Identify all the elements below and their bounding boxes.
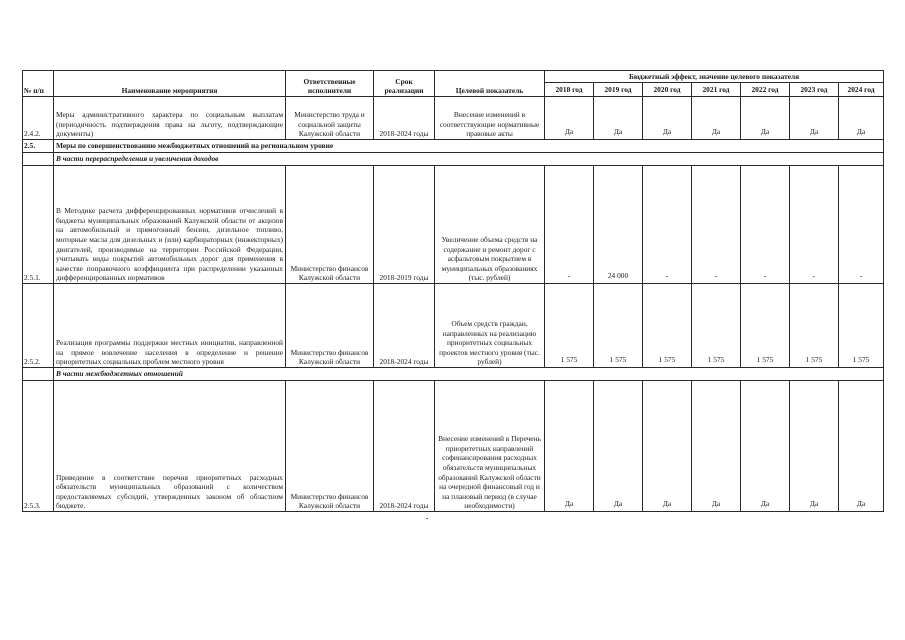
row-number: 2.5.2. — [23, 284, 54, 368]
year-value: 1 575 — [790, 284, 839, 368]
year-value: 1 575 — [545, 284, 594, 368]
target-indicator: Объем средств граждан, направленных на реализацию приоритетных социальных проектов местного уровня (тыс. рублей) — [435, 284, 545, 368]
year-value: - — [643, 166, 692, 284]
year-value: - — [790, 166, 839, 284]
section-title: Меры по совершенствованию межбюджетных отношений на региональном уровне — [54, 140, 884, 153]
year-value: Да — [692, 97, 741, 140]
year-value: Да — [594, 97, 643, 140]
measures-table — [22, 70, 884, 512]
year-value: 24 000 — [594, 166, 643, 284]
year-value: Да — [839, 381, 884, 512]
year-value: Да — [790, 97, 839, 140]
measure-name: Меры административного характера по социальным выплатам (периодичность подтверждения права на льготу, подтверждающие документы) — [54, 97, 286, 140]
year-value: Да — [839, 97, 884, 140]
responsible-executor: Министерство труда и социальной защиты Калужской области — [286, 97, 374, 140]
row-number: 2.5.3. — [23, 381, 54, 512]
responsible-executor: Министерство финансов Калужской области — [286, 166, 374, 284]
implementation-term: 2018-2024 годы — [374, 284, 435, 368]
header-name: Наименование мероприятия — [54, 71, 286, 97]
year-value: Да — [643, 381, 692, 512]
header-year: 2018 год — [545, 83, 594, 97]
target-indicator: Увеличение объема средств на содержание и ремонт дорог с асфальтовым покрытием в муниципальных образованиях (тыс. рублей) — [435, 166, 545, 284]
responsible-executor: Министерство финансов Калужской области — [286, 284, 374, 368]
section-row — [23, 140, 884, 153]
table-row — [23, 381, 884, 512]
section-number: 2.5. — [23, 140, 54, 153]
year-value: - — [545, 166, 594, 284]
measure-name: Приведение в соответствие перечня приоритетных расходных обязательств муниципальных образований с количеством предоставляемых субсидий, утвержденных законом об областном бюджете. — [54, 381, 286, 512]
header-year: 2022 год — [741, 83, 790, 97]
header-year: 2024 год — [839, 83, 884, 97]
scan-speck — [426, 518, 428, 519]
year-value: Да — [790, 381, 839, 512]
year-value: 1 575 — [741, 284, 790, 368]
subsection-row — [23, 368, 884, 381]
measure-name: Реализация программы поддержки местных инициатив, направленной на прямое вовлечение населения в определение и решение приоритетных социальных проблем местного уровня — [54, 284, 286, 368]
table-row — [23, 284, 884, 368]
year-value: Да — [594, 381, 643, 512]
header-responsible: Ответственные исполнители — [286, 71, 374, 97]
row-number: 2.5.1. — [23, 166, 54, 284]
year-value: 1 575 — [594, 284, 643, 368]
row-number: 2.4.2. — [23, 97, 54, 140]
table-row — [23, 97, 884, 140]
subsection-title: В части перераспределения и увеличения доходов — [54, 153, 884, 166]
header-num: № п/п — [23, 71, 54, 97]
target-indicator: Внесение изменений в соответствующие нормативные правовые акты — [435, 97, 545, 140]
year-value: Да — [545, 97, 594, 140]
implementation-term: 2018-2019 годы — [374, 166, 435, 284]
year-value: 1 575 — [692, 284, 741, 368]
header-effect: Бюджетный эффект, значение целевого показателя — [545, 71, 884, 83]
year-value: - — [692, 166, 741, 284]
year-value: Да — [741, 97, 790, 140]
table-row — [23, 166, 884, 284]
year-value: - — [741, 166, 790, 284]
measure-name: В Методике расчета дифференцированных нормативов отчислений в бюджеты муниципальных образований Калужской области от акцизов на автомобильный и прямогонный бензин, дизельное топливо, моторные масла для дизельных и (или) карбюраторных (инжекторных) двигателей, производимые на территории Российской Федерации, учитывать виды покрытий автомобильных дорог для применения в качестве поправочного коэффициента при распределении указанных дифференцированных нормативов — [54, 166, 286, 284]
subsection-number-cell — [23, 368, 54, 381]
year-value: Да — [545, 381, 594, 512]
subsection-number-cell — [23, 153, 54, 166]
year-value: Да — [741, 381, 790, 512]
header-target: Целевой показатель — [435, 71, 545, 97]
year-value: 1 575 — [839, 284, 884, 368]
header-year: 2023 год — [790, 83, 839, 97]
implementation-term: 2018-2024 годы — [374, 97, 435, 140]
header-year: 2020 год — [643, 83, 692, 97]
header-year: 2019 год — [594, 83, 643, 97]
year-value: Да — [692, 381, 741, 512]
subsection-row — [23, 153, 884, 166]
implementation-term: 2018-2024 годы — [374, 381, 435, 512]
header-year: 2021 год — [692, 83, 741, 97]
year-value: 1 575 — [643, 284, 692, 368]
responsible-executor: Министерство финансов Калужской области — [286, 381, 374, 512]
measures-table-page — [22, 70, 884, 512]
target-indicator: Внесение изменений в Перечень приоритетных направлений софинансирования расходных обязательств муниципальных образований Калужской области на очередной финансовый год и на плановый период (в случае необходимости) — [435, 381, 545, 512]
year-value: Да — [643, 97, 692, 140]
header-term: Срок реализации — [374, 71, 435, 97]
subsection-title: В части межбюджетных отношений — [54, 368, 884, 381]
year-value: - — [839, 166, 884, 284]
